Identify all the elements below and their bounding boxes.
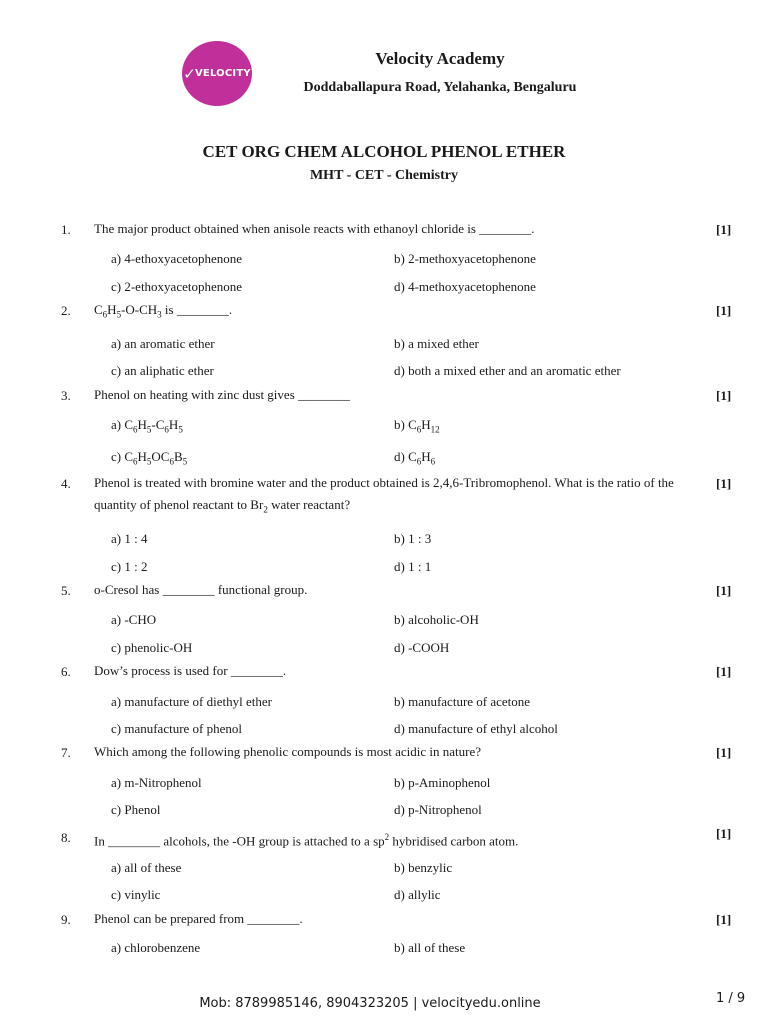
footer-contact: Mob: 8789985146, 8904323205 | velocityedu.online xyxy=(199,996,541,1011)
logo-text: VELOCITY xyxy=(194,68,251,79)
logo-check-icon: ✓ xyxy=(183,64,196,83)
question-text: Phenol can be prepared from ________. xyxy=(94,911,303,926)
question-text: Which among the following phenolic compounds is most acidic in nature? xyxy=(94,744,482,759)
academy-address: Doddaballapura Road, Yelahanka, Bengaluru xyxy=(303,80,577,95)
option-b: b) benzylic xyxy=(394,860,453,875)
question-mark: [1] xyxy=(716,583,732,598)
option-c: c) $C_6H_5OC_6B_5$ xyxy=(111,449,188,467)
question-number: 9. xyxy=(61,912,71,927)
question-number: 1. xyxy=(61,222,71,237)
question-text: Dow’s process is used for ________. xyxy=(94,663,287,678)
option-a: a) all of these xyxy=(111,860,182,875)
question-mark: [1] xyxy=(716,388,732,403)
question-mark: [1] xyxy=(716,476,732,491)
option-b: b) alcoholic-OH xyxy=(394,612,479,627)
option-d: d) -COOH xyxy=(394,640,450,655)
page-number: 1 / 9 xyxy=(716,991,746,1006)
option-b: b) manufacture of acetone xyxy=(394,694,531,709)
option-d: d) allylic xyxy=(394,887,441,902)
option-c: c) manufacture of phenol xyxy=(111,721,243,736)
question-number: 5. xyxy=(61,583,71,598)
question-mark: [1] xyxy=(716,826,732,841)
question-number: 7. xyxy=(61,745,71,760)
question-mark: [1] xyxy=(716,912,732,927)
option-c: c) 2-ethoxyacetophenone xyxy=(111,279,243,294)
option-b: b) 1 : 3 xyxy=(394,531,432,546)
question-mark: [1] xyxy=(716,222,732,237)
question-number: 6. xyxy=(61,664,71,679)
option-d: d) $C_6H_6$ xyxy=(394,449,436,467)
question-text: Phenol is treated with bromine water and the product obtained is 2,4,6-Tribromophenol. What is the ratio of the quantity of phenol reactant to $Br_2$ water reactant? xyxy=(94,475,674,515)
option-c: c) phenolic-OH xyxy=(111,640,193,655)
option-a: a) m-Nitrophenol xyxy=(111,775,202,790)
option-c: c) vinylic xyxy=(111,887,161,902)
option-d: d) manufacture of ethyl alcohol xyxy=(394,721,558,736)
option-a: a) an aromatic ether xyxy=(111,336,215,351)
option-d: d) p-Nitrophenol xyxy=(394,802,482,817)
paper-title: CET ORG CHEM ALCOHOL PHENOL ETHER xyxy=(202,142,566,161)
option-a: a) 1 : 4 xyxy=(111,531,148,546)
option-b: b) 2-methoxyacetophenone xyxy=(394,251,536,266)
question-mark: [1] xyxy=(716,664,732,679)
option-b: b) all of these xyxy=(394,940,466,955)
velocity-logo xyxy=(182,41,252,106)
academy-name: Velocity Academy xyxy=(375,49,505,68)
option-a: a) 4-ethoxyacetophenone xyxy=(111,251,243,266)
paper-subtitle: MHT - CET - Chemistry xyxy=(309,168,459,183)
question-number: 4. xyxy=(61,476,71,491)
question-number: 8. xyxy=(61,830,71,845)
option-b: b) p-Aminophenol xyxy=(394,775,491,790)
option-d: d) both a mixed ether and an aromatic ether xyxy=(394,363,621,378)
option-c: c) 1 : 2 xyxy=(111,559,148,574)
question-text: The major product obtained when anisole reacts with ethanoyl chloride is ________. xyxy=(94,221,535,236)
question-text: In ________ alcohols, the -OH group is attached to a $sp^2$ hybridised carbon atom. xyxy=(94,832,519,849)
question-text: $C_6H_5-O-CH_3$ is ________. xyxy=(94,302,233,320)
question-mark: [1] xyxy=(716,745,732,760)
question-mark: [1] xyxy=(716,303,732,318)
question-text: Phenol on heating with zinc dust gives ________ xyxy=(94,387,351,402)
option-b: b) $C_6H_{12}$ xyxy=(394,417,440,435)
option-c: c) Phenol xyxy=(111,802,161,817)
option-d: d) 1 : 1 xyxy=(394,559,432,574)
option-c: c) an aliphatic ether xyxy=(111,363,214,378)
option-a: a) manufacture of diethyl ether xyxy=(111,694,272,709)
option-a: a) chlorobenzene xyxy=(111,940,201,955)
option-d: d) 4-methoxyacetophenone xyxy=(394,279,536,294)
question-text: o-Cresol has ________ functional group. xyxy=(94,582,308,597)
option-a: a) $C_6H_5-C_6H_5$ xyxy=(111,417,183,435)
question-number: 3. xyxy=(61,388,71,403)
question-number: 2. xyxy=(61,303,71,318)
option-a: a) -CHO xyxy=(111,612,157,627)
option-b: b) a mixed ether xyxy=(394,336,479,351)
